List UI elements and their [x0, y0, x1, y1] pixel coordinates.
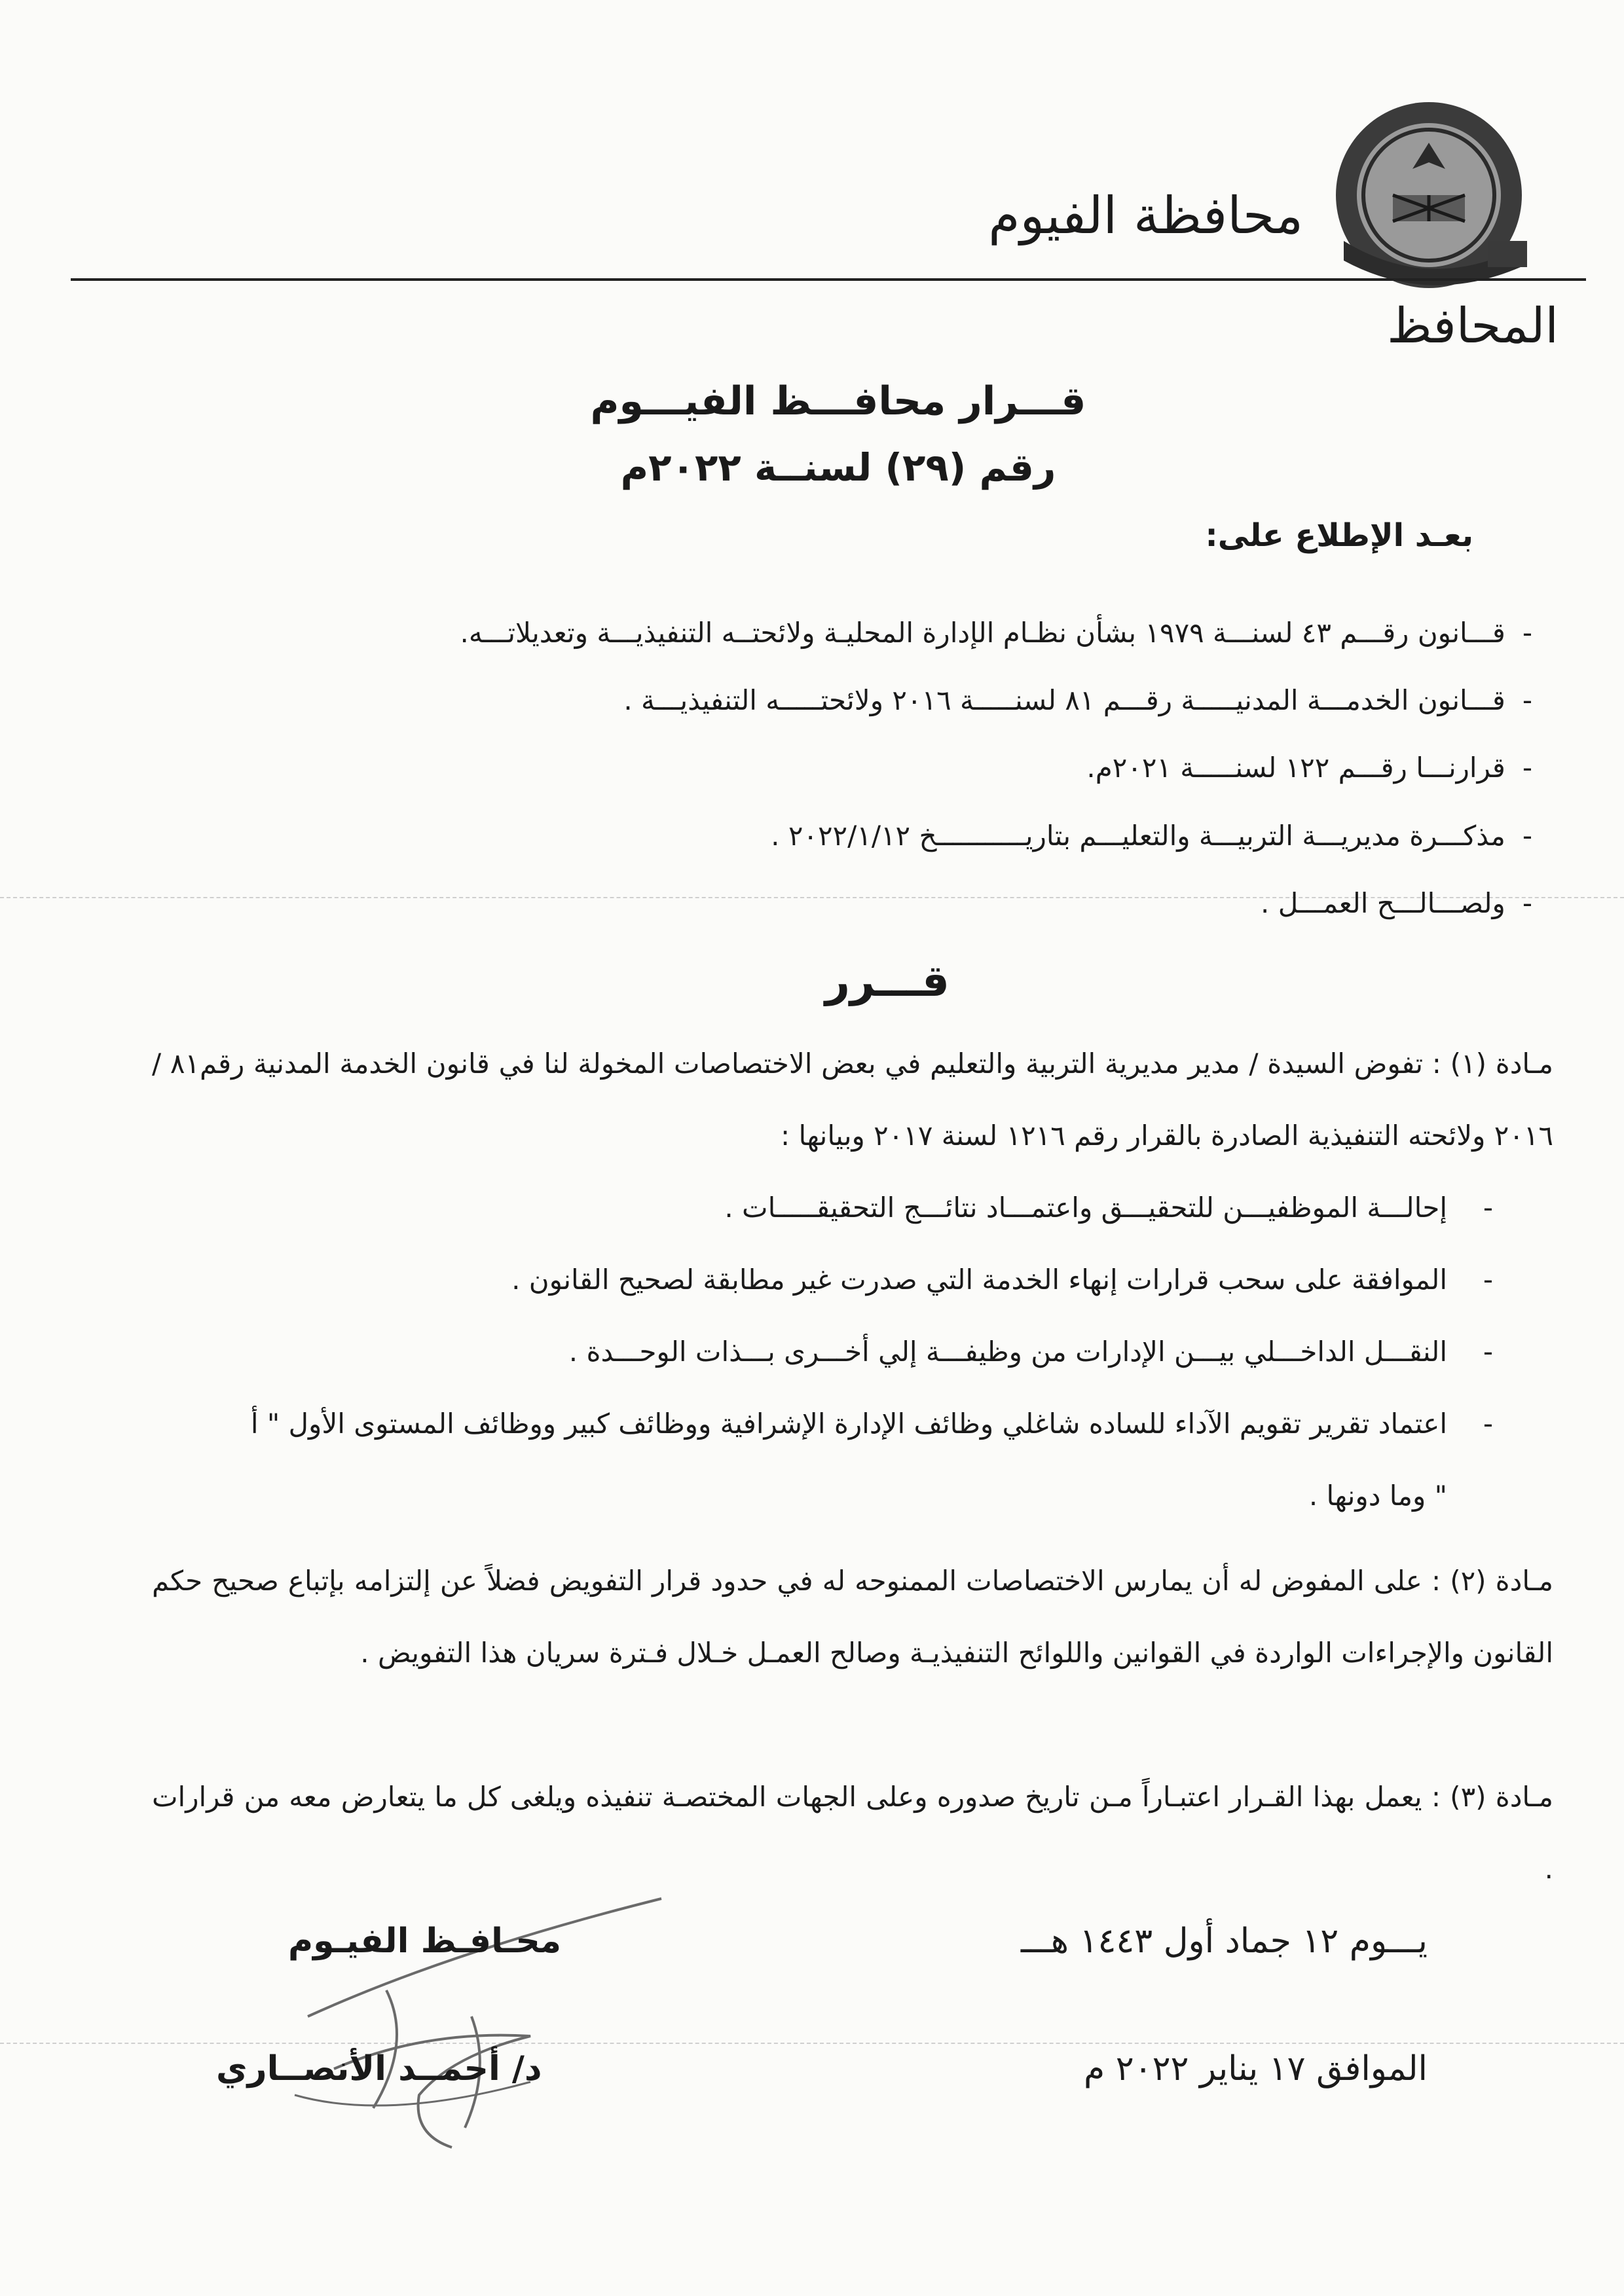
article-label: مـادة (٢) : — [1431, 1565, 1553, 1597]
article-1 — [152, 1028, 1553, 1172]
letterhead-title: محافظة الفيوم — [988, 187, 1303, 246]
preamble-item: -قـــانون رقـــم ٤٣ لسنـــة ١٩٧٩ بشأن نظـام الإدارة المحليـة ولائحتــه التنفيذيـــة وتعديلاتـــه. — [460, 617, 1532, 649]
decree-number: رقم (٢٩) لسنــة ٢٠٢٢م — [620, 445, 1056, 490]
governorate-emblem-icon — [1331, 97, 1527, 293]
article-1-item: - الموافقة على سحب قرارات إنهاء الخدمة التي صدرت غير مطابقة لصحيح القانون . — [511, 1264, 1493, 1296]
preamble-item: -قرارنـــا رقـــم ١٢٢ لسنـــــة ٢٠٢١م. — [1086, 752, 1532, 784]
article-1-item: - النقـــل الداخـــلي بيـــن الإدارات من وظيفـــة إلي أخـــرى بـــذات الوحـــدة . — [568, 1336, 1493, 1368]
scan-fold-line — [0, 2043, 1624, 2044]
article-2 — [152, 1545, 1553, 1689]
preamble-item: -قـــانون الخدمـــة المدنيـــــة رقـــم ٨١ لسنـــــة ٢٠١٦ ولائحتـــــه التنفيذيـــة . — [623, 684, 1532, 716]
office-label: المحافظ — [1387, 298, 1559, 354]
header-divider — [71, 278, 1586, 281]
article-text: يعمل بهذا القـرار اعتبـاراً مـن تاريخ صدوره وعلى الجهات المختصـة تنفيذه ويلغى كل ما يتعارض معه من قرارات . — [152, 1781, 1553, 1885]
article-1-item: - إحالـــة الموظفيـــن للتحقيـــق واعتمـــاد نتائـــج التحقيقـــــات . — [724, 1192, 1493, 1224]
preamble-heading: بعـد الإطلاع على: — [1205, 517, 1473, 554]
article-label: مـادة (١) : — [1431, 1048, 1554, 1080]
article-label: مـادة (٣) : — [1431, 1781, 1554, 1813]
article-text: تفوض السيدة / مدير مديرية التربية والتعليم في بعض الاختصاصات المخولة لنا في قانون الخدمة المدنية رقم٨١ /٢٠١٦ ولائحته التنفيذية الصادرة بالقرار رقم ١٢١٦ لسنة ٢٠١٧ وبيانها : — [152, 1048, 1553, 1152]
decree-title: قـــرار محافـــظ الفيـــوم — [590, 378, 1086, 424]
signatory-title: محـافـظ الفيـوم — [288, 1922, 562, 1961]
article-1-item: - اعتماد تقرير تقويم الآداء للساده شاغلي وظائف الإدارة الإشرافية ووظائف كبير ووظائف المستوى الأول " أ " وما دونها . — [250, 1408, 1493, 1512]
article-text: على المفوض له أن يمارس الاختصاصات الممنوحه له في حدود قرار التفويض فضلاً عن إلتزامه بإتباع صحيح حكم القانون والإجراءات الواردة في القوانين واللوائح التنفيذيـة وصالح العمـل خـلال فـترة سريان هذا التفويض . — [152, 1565, 1553, 1669]
decision-heading: قـــرر — [825, 956, 950, 1006]
signatory-name: د/ أحمــد الأنصــاري — [216, 2049, 542, 2088]
gregorian-date: الموافق ١٧ يناير ٢٠٢٢ م — [1084, 2049, 1428, 2088]
preamble-item: -مذكـــرة مديريـــة التربيـــة والتعليـــم بتاريـــــــــــخ ٢٠٢٢/١/١٢ . — [771, 820, 1532, 852]
hijri-date: يـــوم ١٢ جماد أول ١٤٤٣ هـــ — [1020, 1922, 1428, 1961]
preamble-item: -ولصـــالـــح العمـــل . — [1261, 887, 1532, 919]
handwritten-signature-icon — [255, 1820, 714, 2160]
